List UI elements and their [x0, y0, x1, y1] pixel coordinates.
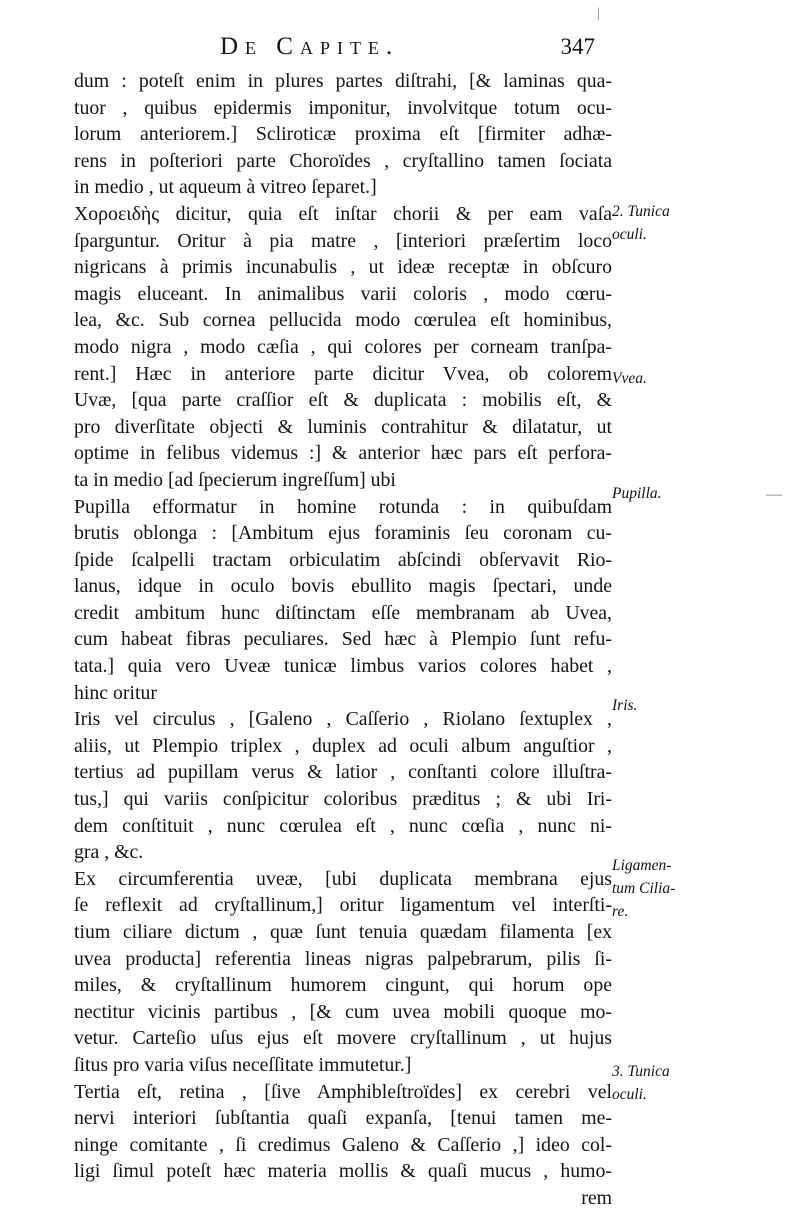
text-line: Χοροειδὴς dicitur, quia eſt inſtar chorii & per eam vaſa [74, 202, 612, 225]
text-line: nervi interiori ſubſtantia quaſi expanſa, [tenui tamen me- [74, 1107, 612, 1130]
text-line: pro diverſitate objecti & luminis contrahitur & dilatatur, ut [74, 415, 612, 438]
text-line: hinc oritur [74, 681, 157, 704]
text-line: Iris vel circulus , [Galeno , Caſſerio , Riolano ſextuplex , [74, 708, 612, 731]
text-line: gra , &c. [74, 841, 144, 864]
text-line: Ex circumferentia uveæ, [ubi duplicata membrana ejus [74, 867, 612, 890]
text-line: rent.] Hæc in anteriore parte dicitur Vvea, ob colorem [74, 362, 612, 385]
edge-mark: — [766, 486, 782, 503]
text-line: lea, &c. Sub cornea pellucida modo cœrulea eſt hominibus, [74, 309, 612, 332]
margin-note: Pupilla. [612, 485, 662, 502]
margin-note: tum Cilia- [612, 880, 676, 897]
text-line: optime in felibus videmus :] & anterior hæc pars eſt perfora- [74, 442, 612, 465]
catchword: rem [581, 1186, 612, 1209]
text-line: tium ciliare dictum , quæ ſunt tenuia quædam filamenta [ex [74, 921, 612, 943]
text-line: ninge comitante , ſi credimus Galeno & Caſſerio ,] ideo col- [74, 1133, 612, 1156]
text-line: ſe reflexit ad cryſtallinum,] oritur ligamentum vel interſti- [74, 894, 612, 917]
text-line: Uvæ, [qua parte craſſior eſt & duplicata : mobilis eſt, & [74, 389, 612, 412]
text-line: dum : poteſt enim in plures partes diſtrahi, [& laminas qua- [74, 70, 612, 92]
margin-note: 2. Tunica [612, 203, 670, 220]
text-line: nectitur vicinis partibus , [& cum uvea mobili quoque mo- [74, 1000, 612, 1023]
text-line: ſitus pro varia viſus neceſſitate immutetur.] [74, 1053, 412, 1076]
text-line: brutis oblonga : [Ambitum ejus foraminis ſeu coronam cu- [74, 522, 612, 545]
text-line: lorum anteriorem.] Scliroticæ proxima eſt [firmiter adhæ- [74, 123, 612, 146]
text-line: tertius ad pupillam verus & latior , conſtanti colore illuſtra- [74, 761, 612, 784]
running-title: De Capite. [220, 33, 400, 60]
text-line: aliis, ut Plempio triplex , duplex ad oculi album anguſtior , [74, 734, 612, 757]
text-line: uvea producta] referentia lineas nigras palpebrarum, pilis ſi- [74, 947, 612, 970]
margin-note: re. [612, 903, 629, 920]
text-line: magis eluceant. In animalibus varii coloris , modo cœru- [74, 282, 612, 305]
text-line: dem conſtituit , nunc cœrulea eſt , nunc cœſia , nunc ni- [74, 814, 612, 837]
text-line: lanus, idque in oculo bovis ebullito magis ſpectari, unde [74, 575, 612, 598]
text-line: rens in poſteriori parte Choroïdes , cryſtallino tamen ſociata [74, 149, 612, 172]
margin-note: 3. Tunica [612, 1063, 670, 1080]
text-line: ſpide ſcalpelli tractam orbiculatim abſcindi obſervavit Rio- [74, 548, 612, 571]
page-number: 347 [560, 34, 595, 59]
text-line: ligi ſimul poteſt hæc materia mollis & quaſi mucus , humo- [74, 1160, 612, 1183]
text-line: cum habeat fibras peculiares. Sed hæc à Plempio ſunt refu- [74, 628, 612, 651]
text-line: nigricans à primis incunabulis , ut ideæ receptæ in obſcuro [74, 256, 612, 279]
text-line: credit ambitum hunc diſtinctam eſſe membranam ab Uvea, [74, 601, 612, 624]
text-line: vetur. Carteſio uſus ejus eſt movere cryſtallinum , ut hujus [74, 1027, 612, 1050]
margin-note: oculi. [612, 226, 647, 243]
margin-note: Vvea. [612, 370, 647, 387]
margin-note: oculi. [612, 1086, 647, 1103]
page-header [215, 33, 595, 67]
text-line: miles, & cryſtallinum humorem cingunt, qui horum ope [74, 974, 612, 997]
text-line: tus,] qui variis conſpicitur coloribus præditus ; & ubi Iri- [74, 788, 612, 811]
text-line: tuor , quibus epidermis imponitur, involvitque totum ocu- [74, 96, 612, 119]
text-line: Tertia eſt, retina , [ſive Amphibleſtroïdes] ex cerebri vel [74, 1080, 612, 1103]
text-line: Pupilla efformatur in homine rotunda : in quibuſdam [74, 495, 612, 518]
margin-note: Iris. [612, 697, 638, 714]
text-line: ſparguntur. Oritur à pia matre , [interiori præſertim loco [74, 229, 612, 252]
edge-mark: | [597, 6, 600, 21]
body-text [74, 68, 612, 1212]
text-line: tata.] quia vero Uveæ tunicæ limbus varios colores habet , [74, 655, 612, 678]
margin-note: Ligamen- [612, 857, 672, 874]
margin-notes [612, 0, 800, 1213]
text-line: ta in medio [ad ſpecierum ingreſſum] ubi [74, 468, 396, 491]
text-line: modo nigra , modo cæſia , qui colores per corneam tranſpa- [74, 335, 612, 358]
text-line: in medio , ut aqueum à vitreo ſeparet.] [74, 176, 377, 199]
